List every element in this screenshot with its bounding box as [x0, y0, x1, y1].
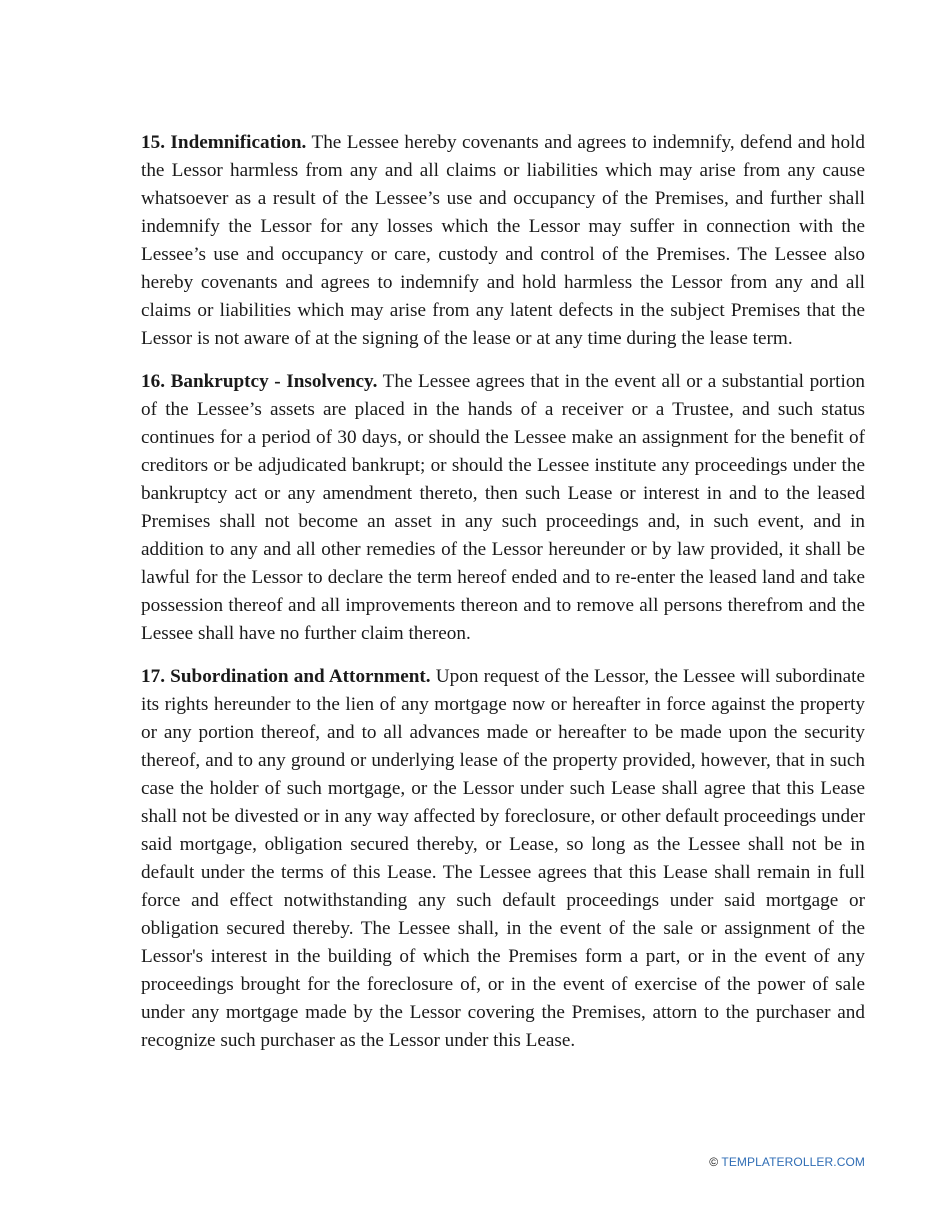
page-footer	[709, 1155, 865, 1169]
section-title: 15. Indemnification.	[141, 132, 307, 153]
section-title: 17. Subordination and Attornment.	[141, 666, 431, 687]
section-subordination-attornment	[141, 663, 865, 1055]
section-title: 16. Bankruptcy - Insolvency.	[141, 371, 378, 392]
section-indemnification	[141, 129, 865, 353]
section-text: The Lessee hereby covenants and agrees to indemnify, defend and hold the Lessor harmless from any and all claims or liabilities which may arise from any cause whatsoever as a result of the Lessee’s use and occupancy of the Premises, and further shall indemnify the Lessor for any losses which the Lessor may suffer in connection with the Lessee’s use and occupancy or care, custody and control of the Premises. The Lessee also hereby covenants and agrees to indemnify and hold harmless the Lessor from any and all claims or liabilities which may arise from any latent defects in the subject Premises that the Lessor is not aware of at the signing of the lease or at any time during the lease term.	[141, 132, 865, 349]
document-body	[141, 129, 865, 1070]
section-text: The Lessee agrees that in the event all or a substantial portion of the Lessee’s assets are placed in the hands of a receiver or a Trustee, and such status continues for a period of 30 days, or should the Lessee make an assignment for the benefit of creditors or be adjudicated bankrupt; or should the Lessee institute any proceedings under the bankruptcy act or any amendment thereto, then such Lease or interest in and to the leased Premises shall not become an asset in any such proceedings and, in such event, and in addition to any and all other remedies of the Lessor hereunder or by law provided, it shall be lawful for the Lessor to declare the term hereof ended and to re-enter the leased land and take possession thereof and all improvements thereon and to remove all persons therefrom and the Lessee shall have no further claim thereon.	[141, 371, 866, 644]
section-bankruptcy-insolvency	[141, 368, 865, 648]
section-text: Upon request of the Lessor, the Lessee will subordinate its rights hereunder to the lien of any mortgage now or hereafter in force against the property or any portion thereof, and to all advances made or hereafter to be made upon the security thereof, and to any ground or underlying lease of the property provided, however, that in such case the holder of such mortgage, or the Lessor under such Lease shall agree that this Lease shall not be divested or in any way affected by foreclosure, or other default proceedings under said mortgage, obligation secured thereby, or Lease, so long as the Lessee shall not be in default under the terms of this Lease. The Lessee agrees that this Lease shall remain in full force and effect notwithstanding any such default proceedings under said mortgage or obligation secured thereby. The Lessee shall, in the event of the sale or assignment of the Lessor's interest in the building of which the Premises form a part, or in the event of any proceedings brought for the foreclosure of, or in the event of exercise of the power of sale under any mortgage made by the Lessor covering the Premises, attorn to the purchaser and recognize such purchaser as the Lessor under this Lease.	[141, 666, 866, 1051]
templateroller-link[interactable]: TEMPLATEROLLER.COM	[721, 1155, 865, 1169]
copyright-symbol: ©	[709, 1155, 719, 1169]
